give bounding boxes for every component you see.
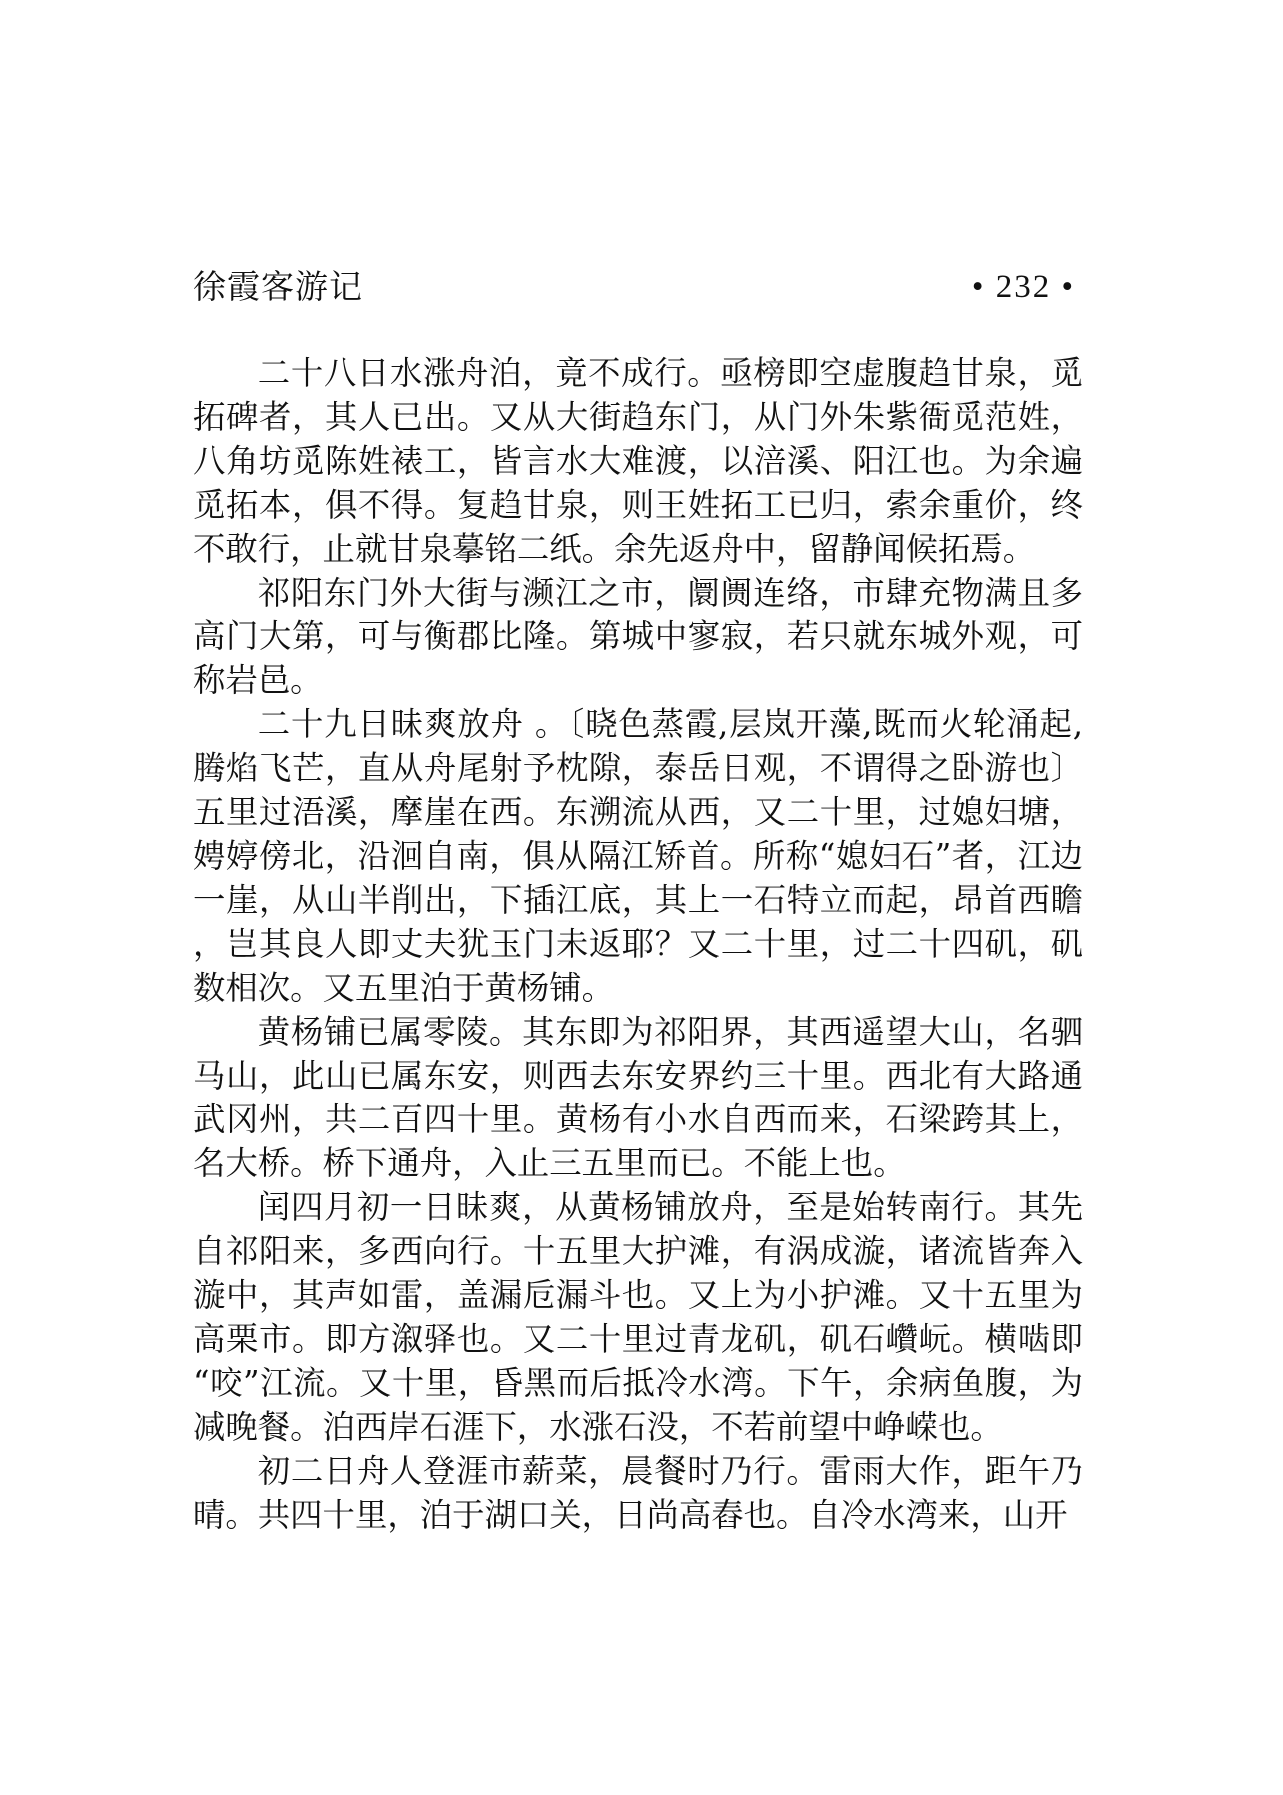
paragraph-day-29: 二十九日昧爽放舟 。〔晓色蒸霞,层岚开藻,既而火轮涌起,腾焰飞芒，直从舟尾射予枕隙，泰岳日观，不谓得之卧游也〕五里过浯溪，摩崖在西。东溯流从西，又二十里，过媳妇塘，娉婷傍北，沿洄自南，俱从隔江矫首。所称“媳妇石”者，江边一崖，从山半削出，下插江底，其上一石特立而起，昂首西瞻，岂其良人即丈夫犹玉门未返耶？又二十里，过二十四矶，矶数相次。又五里泊于黄杨铺。 [193,705,1083,1007]
paragraph-huangyangpu: 黄杨铺已属零陵。其东即为祁阳界，其西遥望大山，名驷马山，此山已属东安，则西去东安界约三十里。西北有大路通武冈州，共二百四十里。黄杨有小水自西而来，石梁跨其上，名大桥。桥下通舟，入止三五里而已。不能上也。 [193,1012,1083,1183]
page-number: • 232 • [971,269,1075,305]
running-header [193,262,1075,312]
paragraph-day-2: 初二日舟人登涯市薪菜，晨餐时乃行。雷雨大作，距午乃晴。共四十里，泊于湖口关，日尚高舂也。自冷水湾来，山开 [193,1451,1083,1534]
paragraph-qiyang-market: 祁阳东门外大街与濒江之市，阛阓连络，市肆充物满且多高门大第，可与衡郡比隆。第城中寥寂，若只就东城外观，可称岩邑。 [193,573,1083,700]
book-title: 徐霞客游记 [193,267,363,306]
paragraph-intercalary-month-day-1: 闰四月初一日昧爽，从黄杨铺放舟，至是始转南行。其先自祁阳来，多西向行。十五里大护滩，有涡成漩，诸流皆奔入漩中，其声如雷，盖漏卮漏斗也。又上为小护滩。又十五里为高栗市。即方溆驿也。又二十里过青龙矶，矶石巑岏。横啮即“咬”江流。又十里，昏黑而后抵冷水湾。下午，余病鱼腹，为减晚餐。泊西岸石涯下，水涨石没，不若前望中峥嵘也。 [193,1188,1083,1446]
paragraph-day-28: 二十八日水涨舟泊，竟不成行。亟榜即空虚腹趋甘泉，觅拓碑者，其人已出。又从大街趋东门，从门外朱紫衙觅范姓，八角坊觅陈姓裱工，皆言水大难渡，以涪溪、阳江也。为余遍觅拓本，俱不得。复趋甘泉，则王姓拓工已归，索余重价，终不敢行，止就甘泉摹铭二纸。余先返舟中，留静闻候拓焉。 [193,354,1083,568]
body-text [193,352,1083,1537]
